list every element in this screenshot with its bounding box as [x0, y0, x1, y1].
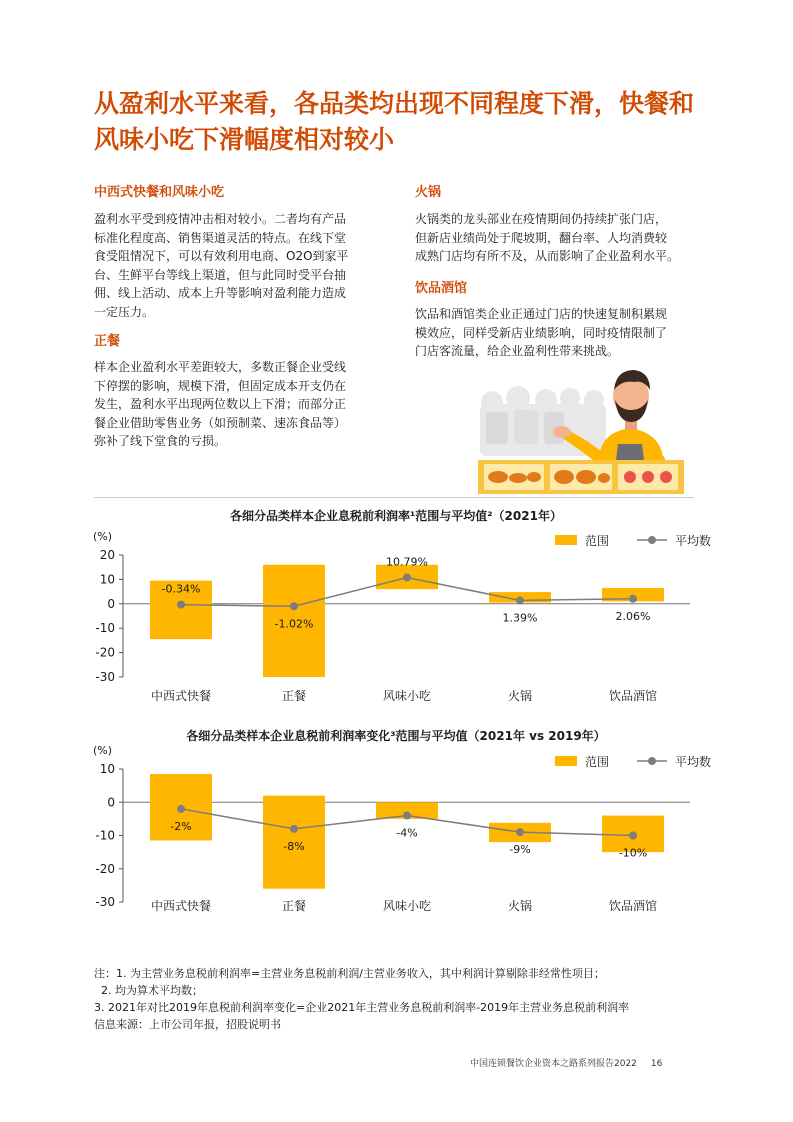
section-heading-fast-food: 中西式快餐和风味小吃 — [94, 185, 225, 200]
average-data-label: -1.02% — [274, 617, 314, 631]
category-label: 饮品酒馆 — [608, 899, 658, 913]
legend-range-label: 范围 — [585, 534, 610, 548]
page-title: 从盈利水平来看，各品类均出现不同程度下滑，快餐和风味小吃下滑幅度相对较小 — [94, 89, 695, 154]
source-note: 信息来源：上市公司年报，招股说明书 — [94, 1018, 281, 1031]
average-data-label: -10% — [618, 846, 648, 860]
average-point-5 — [629, 832, 637, 840]
chart-title: 各细分品类样本企业息税前利润率¹范围与平均值²（2021年） — [230, 509, 562, 523]
text-line: 台、生鲜平台等线上渠道，但与此同时受平台抽 — [94, 267, 347, 282]
y-tick-label: -10 — [95, 828, 115, 843]
text-line: 成熟门店均有所不及，从而影响了企业盈利水平。 — [415, 249, 680, 263]
text-line: 发生，盈利水平出现两位数以上下滑；而部分正 — [94, 397, 347, 411]
text-line: 标准化程度高、销售渠道灵活的特点。在线下堂 — [94, 230, 347, 245]
legend-range-label: 范围 — [585, 755, 610, 769]
category-label: 风味小吃 — [382, 689, 432, 703]
average-data-label: -0.34% — [161, 582, 201, 596]
legend-average-label: 平均数 — [675, 755, 712, 769]
y-unit-label: (%) — [93, 744, 113, 757]
category-label: 火锅 — [507, 899, 533, 913]
average-data-label: 1.39% — [502, 611, 538, 625]
category-label: 风味小吃 — [382, 899, 432, 913]
y-tick-label: 0 — [107, 596, 115, 611]
y-tick-label: -20 — [95, 645, 115, 660]
text-line: 盈利水平受到疫情冲击相对较小。二者均有产品 — [94, 212, 347, 226]
text-line: 样本企业盈利水平差距较大，多数正餐企业受线 — [94, 360, 347, 374]
text-line: 佣、线上活动、成本上升等影响对盈利能力造成 — [94, 286, 347, 300]
chart-title: 各细分品类样本企业息税前利润率变化³范围与平均值（2021年 vs 2019年） — [186, 729, 606, 743]
category-label: 饮品酒馆 — [608, 689, 658, 703]
page-footer — [470, 1056, 662, 1069]
text-line: 食受阻情况下，可以有效利用电商、O2O到家平 — [94, 249, 349, 263]
average-data-label: -2% — [170, 819, 192, 833]
average-point-4 — [516, 828, 524, 836]
text-line: 餐企业借助零售业务（如预制菜、速冻食品等） — [94, 415, 347, 430]
category-label: 中西式快餐 — [150, 689, 212, 703]
text-line: 但新店业绩尚处于爬坡期，翻台率、人均消费较 — [415, 230, 668, 245]
average-data-label: -8% — [283, 839, 305, 853]
average-point-2 — [290, 825, 298, 833]
text-line: 一定压力。 — [94, 304, 155, 319]
y-tick-label: 10 — [99, 762, 115, 776]
report-name: 中国连锁餐饮企业资本之路系列报告2022 — [470, 1059, 637, 1069]
text-line: 火锅类的龙头部业在疫情期间仍持续扩张门店， — [415, 212, 668, 226]
y-tick-label: -30 — [95, 895, 115, 909]
category-label: 正餐 — [281, 689, 307, 703]
y-tick-label: 20 — [99, 548, 115, 562]
page-number: 16 — [650, 1059, 663, 1069]
y-unit-label: (%) — [93, 530, 113, 543]
y-tick-label: -20 — [95, 861, 115, 876]
section-heading-drinks: 饮品酒馆 — [415, 281, 468, 296]
text-line: 下停摆的影响，规模下滑，但固定成本开支仍在 — [94, 378, 347, 393]
legend-average-marker — [648, 757, 656, 765]
category-label: 正餐 — [281, 899, 307, 913]
text-line: 弥补了线下堂食的亏损。 — [94, 434, 227, 448]
average-point-1 — [177, 805, 185, 813]
category-label: 中西式快餐 — [150, 899, 212, 913]
chart-legend — [555, 754, 711, 769]
text-line: 饮品和酒馆类企业正通过门店的快速复制积累规 — [415, 307, 668, 321]
y-tick-label: -10 — [95, 621, 115, 636]
section-heading-hotpot: 火锅 — [415, 185, 442, 200]
note-3: 3. 2021年对比2019年息税前利润率变化=企业2021年主营业务息税前利润率-2019年主营业务息税前利润率 — [94, 1001, 630, 1014]
average-data-label: 10.79% — [386, 555, 428, 569]
average-data-label: -4% — [396, 826, 418, 840]
note-1: 注：1. 为主营业务息税前利润率=主营业务息税前利润/主营业务收入，其中利润计算剔除非经常性项目； — [94, 967, 605, 980]
section-heading-formal: 正餐 — [94, 334, 121, 349]
text-line: 门店客流量，给企业盈利性带来挑战。 — [415, 344, 620, 358]
y-tick-label: 10 — [99, 572, 115, 587]
y-tick-label: 0 — [107, 795, 115, 810]
average-point-3 — [403, 812, 411, 820]
legend-range-swatch — [555, 756, 577, 766]
note-2: 2. 均为算术平均数； — [94, 984, 203, 997]
category-label: 火锅 — [507, 689, 533, 703]
y-tick-label: -30 — [95, 670, 115, 684]
average-data-label: 2.06% — [615, 609, 651, 623]
footnotes — [94, 965, 714, 1033]
legend-average-label: 平均数 — [675, 534, 712, 548]
average-data-label: -9% — [509, 843, 531, 857]
text-line: 模效应，同样受新店业绩影响，同时疫情限制了 — [415, 325, 668, 340]
